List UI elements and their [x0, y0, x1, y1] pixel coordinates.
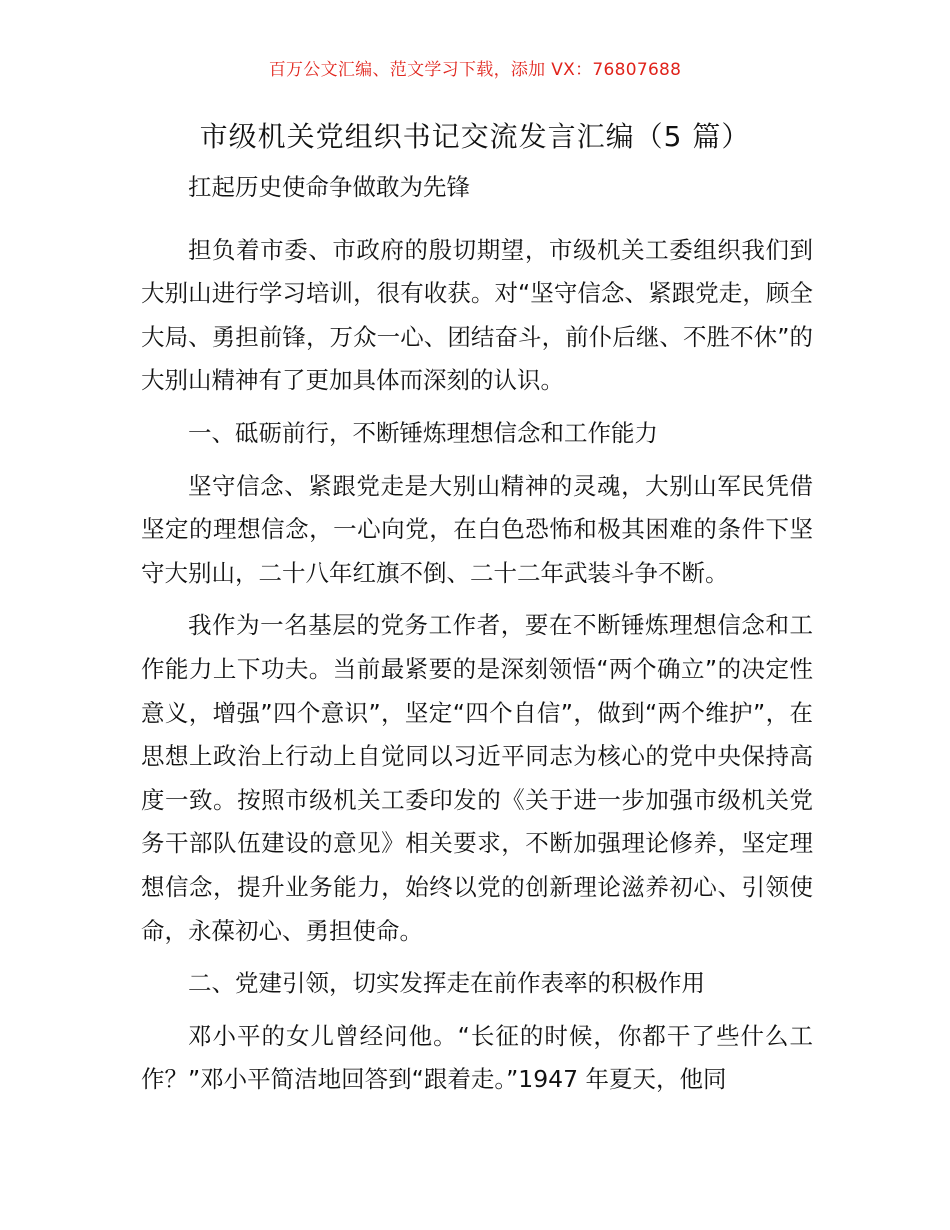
body-paragraph: 邓小平的女儿曾经问他。“长征的时候，你都干了些什么工作？”邓小平简洁地回答到“跟着走。”1947 年夏天，他同 [141, 1021, 813, 1094]
document-title: 市级机关党组织书记交流发言汇编（5 篇） [199, 120, 751, 153]
body-paragraph: 担负着市委、市政府的殷切期望，市级机关工委组织我们到大别山进行学习培训，很有收获。对“坚守信念、紧跟党走，顾全大局、勇担前锋，万众一心、团结奋斗，前仆后继、不胜不休”的大别山精神有了更加具体而深刻的认识。 [141, 235, 813, 395]
body-paragraph: 我作为一名基层的党务工作者，要在不断锤炼理想信念和工作能力上下功夫。当前最紧要的是深刻领悟“两个确立”的决定性意义，增强”四个意识”，坚定“四个自信”，做到“两个维护”，在思想上政治上行动上自觉同以习近平同志为核心的党中央保持高度一致。按照市级机关工委印发的《关于进一步加强市级机关党务干部队伍建设的意见》相关要求，不断加强理论修养，坚定理想信念，提升业务能力，始终以党的创新理论滋养初心、引领使命，永葆初心、勇担使命。 [141, 611, 813, 945]
document-subtitle: 扛起历史使命争做敢为先锋 [188, 173, 470, 201]
body-paragraph: 坚守信念、紧跟党走是大别山精神的灵魂，大别山军民凭借坚定的理想信念，一心向党，在白色恐怖和极其困难的条件下坚守大别山，二十八年红旗不倒、二十二年武装斗争不断。 [141, 471, 813, 587]
watermark-banner: 百万公文汇编、范文学习下载，添加 VX：76807688 [268, 60, 682, 80]
section-heading: 二、党建引领，切实发挥走在前作表率的积极作用 [188, 969, 705, 998]
document-body [141, 166, 813, 1102]
section-heading: 一、砥砺前行，不断锤炼理想信念和工作能力 [188, 418, 658, 447]
